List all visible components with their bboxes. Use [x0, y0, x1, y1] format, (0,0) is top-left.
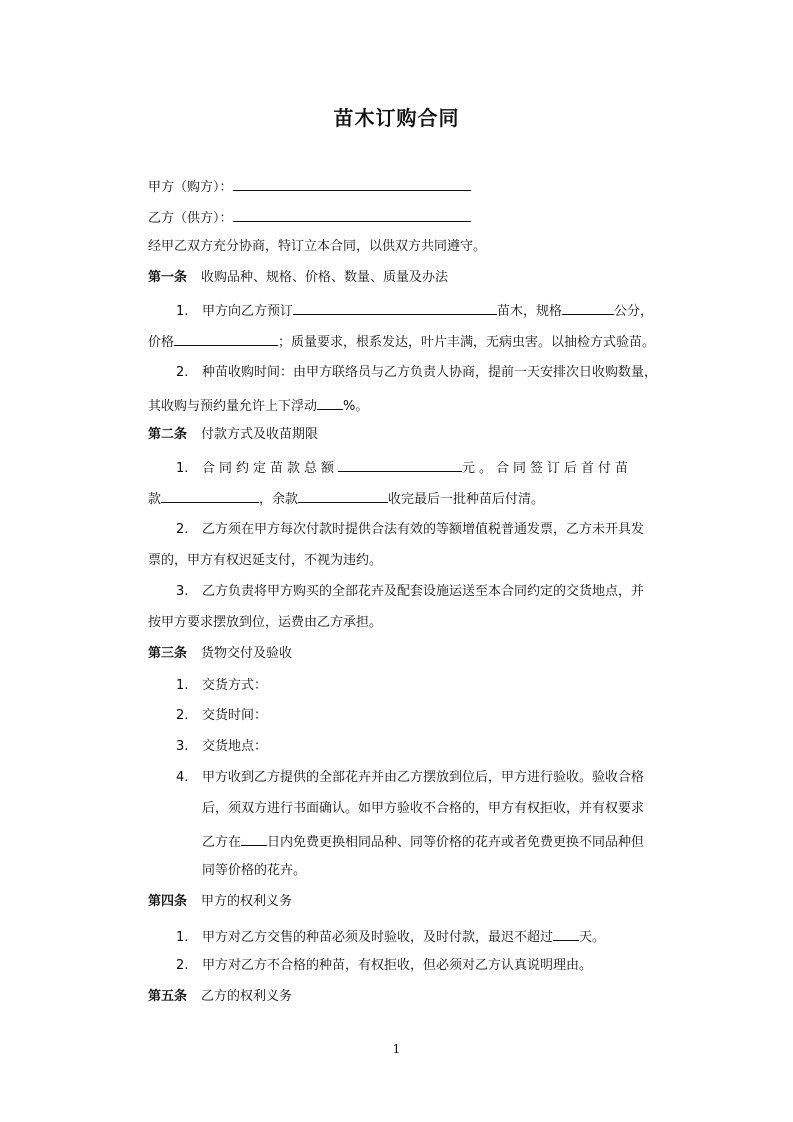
article-4-item-2	[176, 957, 592, 975]
item-text: 乙方负责将甲方购买的全部花卉及配套设施运送至本合同约定的交货地点，并	[202, 584, 645, 599]
article-2-title: 付款方式及收苗期限	[201, 427, 319, 442]
item-number: 4.	[176, 770, 189, 785]
item-text: ；质量要求，根系发达，叶片丰满，无病虫害。以抽检方式验苗。	[278, 335, 656, 350]
article-3-item-4	[176, 769, 644, 787]
item-number: 2.	[176, 708, 189, 723]
article-3-label: 第三条	[148, 646, 188, 661]
article-2-item-1-cont	[148, 488, 544, 506]
item-text: 款	[148, 492, 162, 507]
article-5-label: 第五条	[148, 989, 188, 1004]
article-3-item-3	[176, 738, 267, 756]
item-number: 3.	[176, 584, 189, 599]
item-number: 1.	[176, 930, 189, 945]
article-1-item-2	[176, 364, 657, 382]
article-4-heading	[148, 893, 292, 911]
article-3-heading	[148, 645, 292, 663]
article-1-label: 第一条	[148, 270, 188, 285]
party-b-blank	[233, 207, 471, 222]
item-text: 甲方向乙方预订	[202, 304, 294, 319]
article-1-item-1	[176, 300, 653, 318]
page-number: 1	[392, 1042, 401, 1056]
item-text: 甲方收到乙方提供的全部花卉并由乙方摆放到位后，甲方进行验收。验收合格	[202, 770, 645, 785]
item-text: 交货地点：	[202, 739, 268, 754]
intro-text: 经甲乙双方充分协商，特订立本合同，以供双方共同遵守。	[148, 239, 487, 254]
item-number: 1.	[176, 678, 189, 693]
article-4-label: 第四条	[148, 894, 188, 909]
article-1-title: 收购品种、规格、价格、数量、质量及办法	[201, 270, 449, 285]
party-a-blank	[233, 176, 471, 191]
spec-blank	[562, 300, 614, 315]
item-text: 合同约定苗款总额	[202, 461, 339, 476]
item-text: 收完最后一批种苗后付清。	[388, 492, 545, 507]
article-1-item-2-cont	[148, 395, 368, 413]
item-text: 元。合同签订后首付苗	[462, 461, 633, 476]
article-4-title: 甲方的权利义务	[201, 894, 293, 909]
article-3-item-2	[176, 707, 267, 725]
item-number: 3.	[176, 739, 189, 754]
party-a-line	[148, 176, 471, 194]
article-2-item-2-cont: 票的，甲方有权迟延支付，不视为违约。	[148, 553, 383, 568]
item-number: 2.	[176, 522, 189, 537]
article-3-title: 货物交付及验收	[201, 646, 293, 661]
balance-blank	[298, 488, 388, 503]
article-4-item-1	[176, 926, 605, 944]
item-number: 1.	[176, 304, 189, 319]
article-2-item-2	[176, 521, 644, 539]
item-text: 交货方式：	[202, 678, 268, 693]
item-text: ，余款	[259, 492, 299, 507]
article-1-item-1-cont	[148, 331, 655, 349]
article-2-item-3-cont: 按甲方要求摆放到位，运费由乙方承担。	[148, 615, 383, 630]
article-1-heading	[148, 269, 448, 287]
party-b-label: 乙方（供方）：	[148, 211, 233, 226]
article-3-item-4-cont-2	[202, 831, 644, 849]
article-3-item-4-cont-1: 后，须双方进行书面确认。如甲方验收不合格的，甲方有权拒收，并有权要求	[202, 801, 645, 816]
article-2-label: 第二条	[148, 427, 188, 442]
document-title: 苗木订购合同	[333, 106, 460, 130]
item-number: 2.	[176, 365, 189, 380]
item-text: 交货时间：	[202, 708, 268, 723]
item-number: 1.	[176, 461, 189, 476]
float-percent-blank	[317, 395, 343, 410]
article-2-item-1	[176, 457, 632, 475]
item-text: 日内免费更换相同品种、同等价格的花卉或者免费更换不同品种但	[267, 835, 645, 850]
article-5-title: 乙方的权利义务	[201, 989, 293, 1004]
item-text: 甲方对乙方不合格的种苗，有权拒收，但必须对乙方认真说明理由。	[202, 958, 593, 973]
article-2-item-3	[176, 583, 644, 601]
item-text: 天。	[579, 930, 606, 945]
replace-days-blank	[241, 831, 267, 846]
item-text: 甲方对乙方交售的种苗必须及时验收，及时付款，最迟不超过	[202, 930, 554, 945]
item-text: 其收购与预约量允许上下浮动	[148, 399, 318, 414]
party-a-label: 甲方（购方）：	[148, 180, 233, 195]
first-payment-blank	[161, 488, 259, 503]
article-3-item-1	[176, 677, 267, 695]
total-amount-blank	[338, 457, 462, 472]
party-b-line	[148, 207, 471, 225]
item-text: %。	[343, 399, 369, 414]
item-text: 苗木，规格	[497, 304, 563, 319]
item-text: 种苗收购时间：由甲方联络员与乙方负责人协商，提前一天安排次日收购数量，	[202, 365, 658, 380]
item-number: 2.	[176, 958, 189, 973]
article-2-heading	[148, 426, 318, 444]
max-days-blank	[553, 926, 579, 941]
item-text: 乙方在	[202, 835, 242, 850]
item-text: 公分，	[614, 304, 654, 319]
article-3-item-4-cont-3: 同等价格的花卉。	[202, 863, 307, 878]
variety-blank	[293, 300, 497, 315]
article-5-heading	[148, 988, 292, 1006]
item-text: 乙方须在甲方每次付款时提供合法有效的等额增值税普通发票，乙方未开具发	[202, 522, 645, 537]
item-text: 价格	[148, 335, 175, 350]
price-blank	[174, 331, 278, 346]
